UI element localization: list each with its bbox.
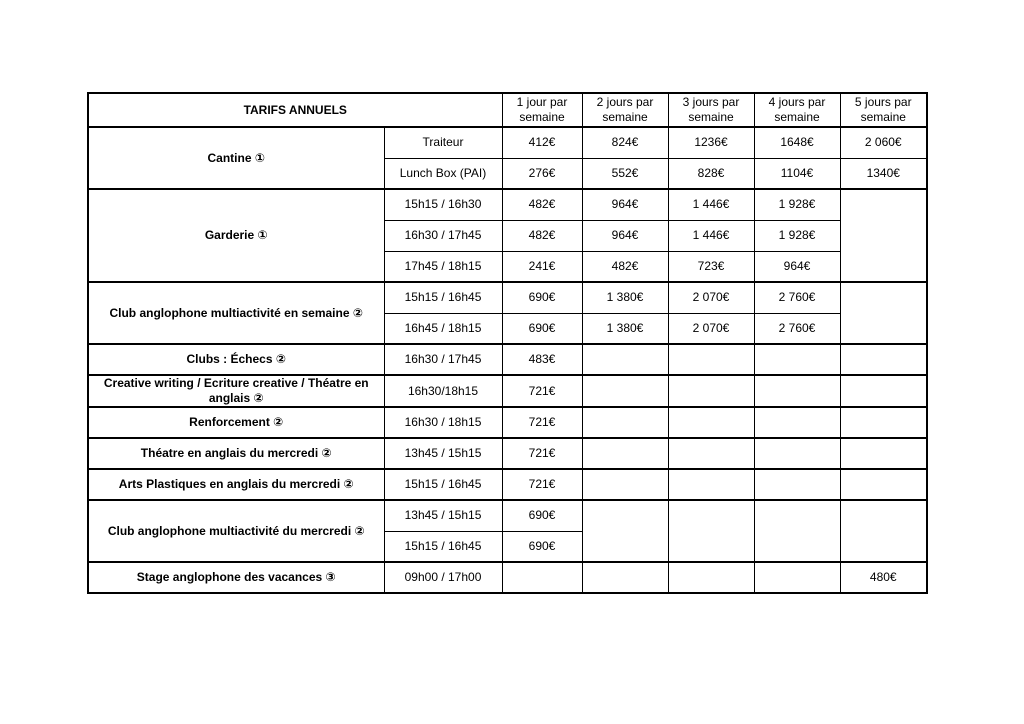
price-cell: 1 928€ xyxy=(754,189,840,220)
price-cell: 721€ xyxy=(502,407,582,438)
empty-cell xyxy=(754,500,840,562)
tarifs-table xyxy=(87,92,928,594)
time-slot: 17h45 / 18h15 xyxy=(384,251,502,282)
empty-cell xyxy=(754,407,840,438)
price-cell: 483€ xyxy=(502,344,582,375)
cantine-label: Cantine ① xyxy=(88,127,384,189)
empty-cell xyxy=(754,469,840,500)
table-row xyxy=(88,282,927,313)
empty-cell xyxy=(582,407,668,438)
time-slot: 13h45 / 15h15 xyxy=(384,438,502,469)
garderie-label: Garderie ① xyxy=(88,189,384,282)
table-row xyxy=(88,407,927,438)
price-cell: 828€ xyxy=(668,158,754,189)
table-row xyxy=(88,562,927,593)
empty-cell xyxy=(840,438,927,469)
time-slot: 16h45 / 18h15 xyxy=(384,313,502,344)
empty-cell xyxy=(840,469,927,500)
empty-cell xyxy=(502,562,582,593)
creative-label: Creative writing / Ecriture creative / Théatre en anglais ② xyxy=(88,375,384,407)
col-header-5: 5 jours par semaine xyxy=(840,93,927,127)
price-cell: 1648€ xyxy=(754,127,840,158)
col-header-2: 2 jours par semaine xyxy=(582,93,668,127)
renforcement-label: Renforcement ② xyxy=(88,407,384,438)
price-cell: 1236€ xyxy=(668,127,754,158)
table-row xyxy=(88,344,927,375)
price-cell: 1340€ xyxy=(840,158,927,189)
empty-cell xyxy=(754,344,840,375)
time-slot: 16h30 / 17h45 xyxy=(384,344,502,375)
col-header-1: 1 jour par semaine xyxy=(502,93,582,127)
time-slot: 16h30/18h15 xyxy=(384,375,502,407)
empty-cell xyxy=(582,375,668,407)
arts-label: Arts Plastiques en anglais du mercredi ② xyxy=(88,469,384,500)
empty-cell xyxy=(840,344,927,375)
time-slot: Traiteur xyxy=(384,127,502,158)
price-cell: 1 380€ xyxy=(582,313,668,344)
price-cell: 1104€ xyxy=(754,158,840,189)
price-cell: 721€ xyxy=(502,469,582,500)
price-cell: 690€ xyxy=(502,313,582,344)
time-slot: 15h15 / 16h45 xyxy=(384,282,502,313)
time-slot: 15h15 / 16h45 xyxy=(384,531,502,562)
table-row xyxy=(88,500,927,531)
price-cell: 480€ xyxy=(840,562,927,593)
price-cell: 721€ xyxy=(502,438,582,469)
empty-cell xyxy=(754,438,840,469)
time-slot: 15h15 / 16h30 xyxy=(384,189,502,220)
empty-cell xyxy=(668,344,754,375)
empty-cell xyxy=(582,562,668,593)
empty-cell xyxy=(582,469,668,500)
table-title: TARIFS ANNUELS xyxy=(88,93,502,127)
price-cell: 482€ xyxy=(502,189,582,220)
time-slot: 13h45 / 15h15 xyxy=(384,500,502,531)
empty-cell xyxy=(840,282,927,344)
price-cell: 482€ xyxy=(502,220,582,251)
empty-cell xyxy=(582,438,668,469)
table-row xyxy=(88,375,927,407)
price-cell: 690€ xyxy=(502,282,582,313)
table-row xyxy=(88,127,927,158)
price-cell: 2 760€ xyxy=(754,282,840,313)
empty-cell xyxy=(582,344,668,375)
price-cell: 2 070€ xyxy=(668,313,754,344)
price-cell: 552€ xyxy=(582,158,668,189)
theatre-label: Théatre en anglais du mercredi ② xyxy=(88,438,384,469)
price-cell: 723€ xyxy=(668,251,754,282)
price-cell: 964€ xyxy=(582,189,668,220)
time-slot: 09h00 / 17h00 xyxy=(384,562,502,593)
club-mercredi-label: Club anglophone multiactivité du mercredi ② xyxy=(88,500,384,562)
table-row xyxy=(88,438,927,469)
empty-cell xyxy=(582,500,668,562)
time-slot: Lunch Box (PAI) xyxy=(384,158,502,189)
table-row xyxy=(88,469,927,500)
price-cell: 964€ xyxy=(754,251,840,282)
price-cell: 276€ xyxy=(502,158,582,189)
price-cell: 690€ xyxy=(502,531,582,562)
price-cell: 482€ xyxy=(582,251,668,282)
price-cell: 412€ xyxy=(502,127,582,158)
price-cell: 1 928€ xyxy=(754,220,840,251)
empty-cell xyxy=(668,500,754,562)
empty-cell xyxy=(668,469,754,500)
price-cell: 1 446€ xyxy=(668,189,754,220)
empty-cell xyxy=(754,375,840,407)
empty-cell xyxy=(840,189,927,282)
stage-label: Stage anglophone des vacances ③ xyxy=(88,562,384,593)
empty-cell xyxy=(668,375,754,407)
price-cell: 2 760€ xyxy=(754,313,840,344)
empty-cell xyxy=(840,375,927,407)
time-slot: 16h30 / 17h45 xyxy=(384,220,502,251)
empty-cell xyxy=(668,438,754,469)
price-cell: 241€ xyxy=(502,251,582,282)
price-cell: 721€ xyxy=(502,375,582,407)
table-row xyxy=(88,189,927,220)
club-semaine-label: Club anglophone multiactivité en semaine ② xyxy=(88,282,384,344)
price-cell: 824€ xyxy=(582,127,668,158)
time-slot: 16h30 / 18h15 xyxy=(384,407,502,438)
empty-cell xyxy=(840,407,927,438)
time-slot: 15h15 / 16h45 xyxy=(384,469,502,500)
header-row xyxy=(88,93,927,127)
col-header-3: 3 jours par semaine xyxy=(668,93,754,127)
empty-cell xyxy=(840,500,927,562)
empty-cell xyxy=(668,562,754,593)
col-header-4: 4 jours par semaine xyxy=(754,93,840,127)
price-cell: 1 446€ xyxy=(668,220,754,251)
price-cell: 690€ xyxy=(502,500,582,531)
price-cell: 2 070€ xyxy=(668,282,754,313)
price-cell: 964€ xyxy=(582,220,668,251)
price-cell: 1 380€ xyxy=(582,282,668,313)
price-cell: 2 060€ xyxy=(840,127,927,158)
echecs-label: Clubs : Échecs ② xyxy=(88,344,384,375)
empty-cell xyxy=(668,407,754,438)
empty-cell xyxy=(754,562,840,593)
